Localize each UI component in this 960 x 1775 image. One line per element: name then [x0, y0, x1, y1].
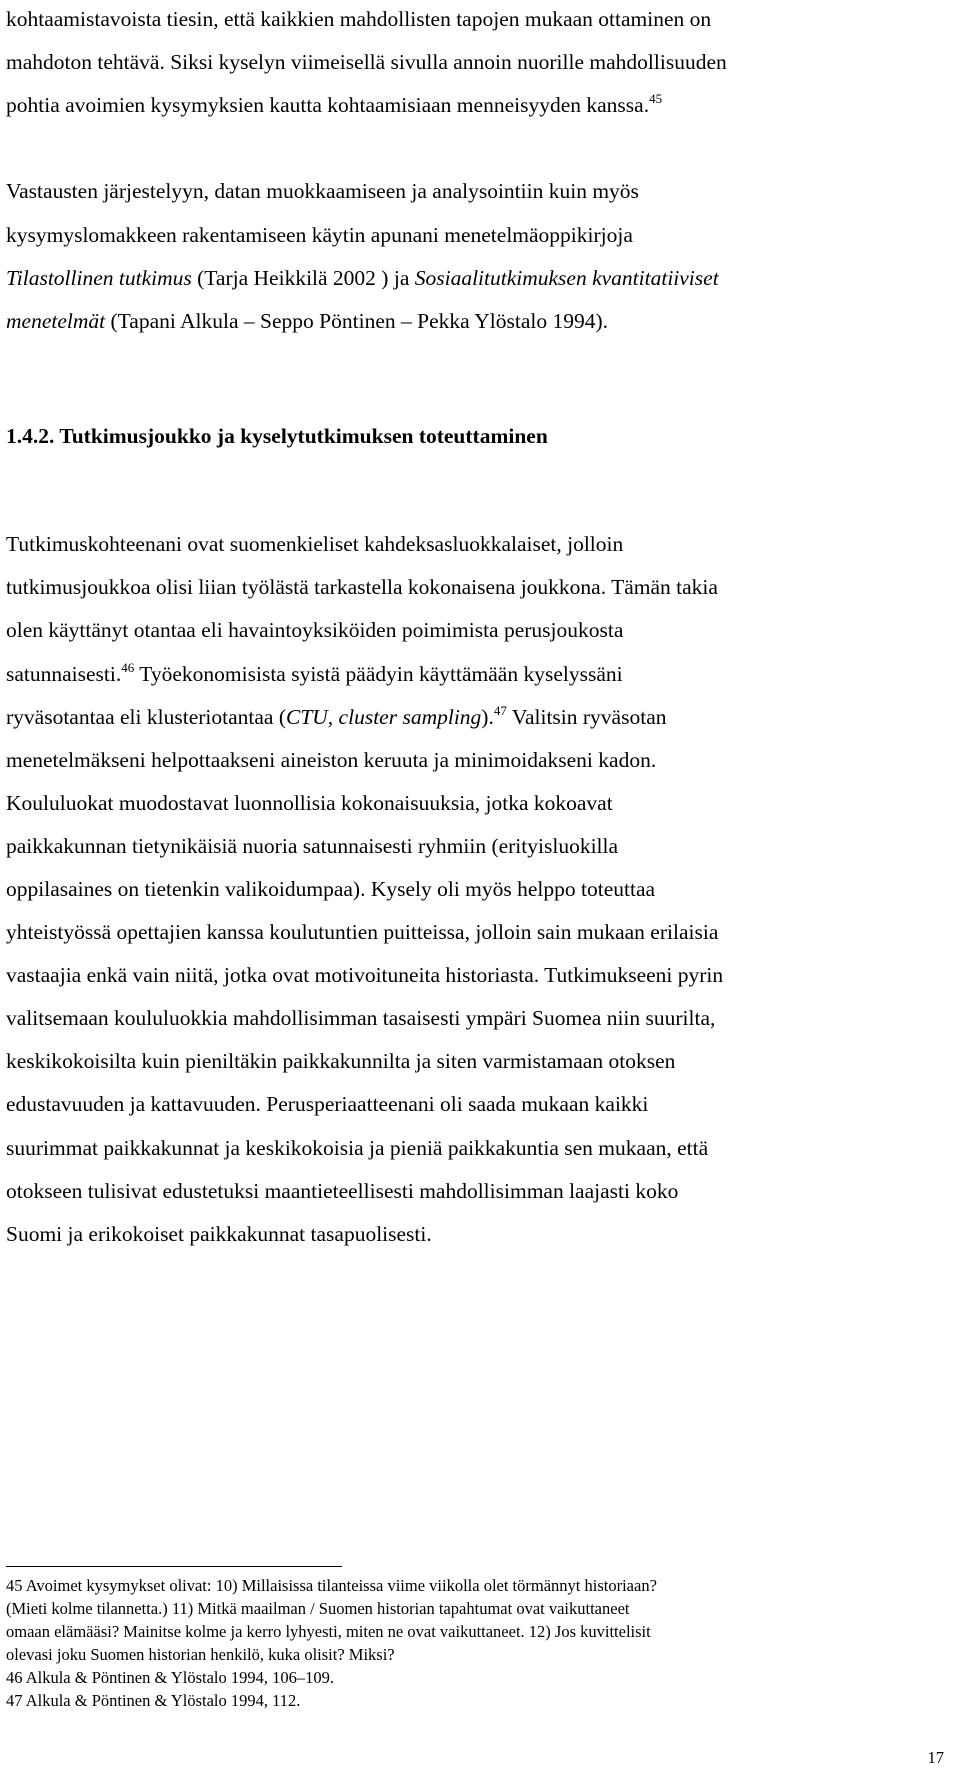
body-line-2: tutkimusjoukkoa olisi liian työlästä tarkastella kokonaisena joukkona. Tämän takia	[6, 575, 718, 599]
page-number: 17	[927, 1748, 944, 1767]
methods-line-2: kysymyslomakkeen rakentamiseen käytin apunani menetelmäoppikirjoja	[6, 223, 633, 247]
footnote-ref-47[interactable]: 47	[493, 703, 507, 718]
footnote-45-line-4: olevasi joku Suomen historian henkilö, kuka olisit? Miksi?	[6, 1645, 395, 1664]
intro-line-3	[6, 91, 662, 119]
intro-line-2: mahdoton tehtävä. Siksi kyselyn viimeisellä sivulla annoin nuorille mahdollisuuden	[6, 50, 727, 74]
book-author-heikkila: (Tarja Heikkilä 2002 ) ja	[191, 266, 415, 290]
intro-line-1: kohtaamistavoista tiesin, että kaikkien mahdollisten tapojen mukaan ottaminen on	[6, 7, 712, 31]
body-line-11: vastaajia enkä vain niitä, jotka ovat motivoituneita historiasta. Tutkimukseeni pyrin	[6, 963, 724, 987]
footnote-45-line-3: omaan elämääsi? Mainitse kolme ja kerro lyhyesti, miten ne ovat vaikuttaneet. 12) Jos kuvittelisit	[6, 1622, 651, 1641]
methods-line-4	[6, 307, 608, 335]
body-line-14: edustavuuden ja kattavuuden. Perusperiaatteenani oli saada mukaan kaikki	[6, 1092, 649, 1116]
body-line-10: yhteistyössä opettajien kanssa koulutuntien puitteissa, jolloin sain mukaan erilaisia	[6, 920, 719, 944]
body-line-7: Koululuokat muodostavat luonnollisia kokonaisuuksia, jotka kokoavat	[6, 791, 613, 815]
footnote-45-line-1: 45 Avoimet kysymykset olivat: 10) Millaisissa tilanteissa viime viikolla olet törmännyt historiaan?	[6, 1576, 657, 1595]
body-line-9: oppilasaines on tietenkin valikoidumpaa). Kysely oli myös helppo toteuttaa	[6, 877, 656, 901]
body-line-4a: satunnaisesti.	[6, 662, 122, 686]
body-line-8: paikkakunnan tietynikäisiä nuoria satunnaisesti ryhmiin (erityisluokilla	[6, 834, 619, 858]
footnote-separator	[6, 1566, 342, 1567]
body-line-5c: Valitsin ryväsotan	[506, 705, 667, 729]
book-title-alkula-part1: Sosiaalitutkimuksen kvantitatiiviset	[414, 266, 719, 290]
footnote-ref-46[interactable]: 46	[121, 660, 135, 675]
body-line-16: otokseen tulisivat edustetuksi maantieteellisesti mahdollisimman laajasti koko	[6, 1179, 679, 1203]
book-author-alkula: (Tapani Alkula – Seppo Pöntinen – Pekka Ylöstalo 1994).	[105, 309, 608, 333]
body-line-4b: Työekonomisista syistä päädyin käyttämään kyselyssäni	[134, 662, 623, 686]
body-line-5a: ryväsotantaa eli klusteriotantaa (	[6, 705, 286, 729]
footnote-ref-45[interactable]: 45	[649, 91, 663, 106]
methods-line-3	[6, 264, 719, 292]
book-title-alkula-part2: menetelmät	[6, 309, 106, 333]
body-line-15: suurimmat paikkakunnat ja keskikokoisia ja pieniä paikkakuntia sen mukaan, että	[6, 1136, 709, 1160]
body-line-4	[6, 660, 623, 688]
book-title-heikkila: Tilastollinen tutkimus	[6, 266, 192, 290]
body-line-17: Suomi ja erikokoiset paikkakunnat tasapuolisesti.	[6, 1222, 432, 1246]
methods-line-1: Vastausten järjestelyyn, datan muokkaamiseen ja analysointiin kuin myös	[6, 179, 639, 203]
body-line-12: valitsemaan koululuokkia mahdollisimman tasaisesti ympäri Suomea niin suurilta,	[6, 1006, 716, 1030]
body-line-5	[6, 703, 667, 731]
body-line-1: Tutkimuskohteenani ovat suomenkieliset kahdeksasluokkalaiset, jolloin	[6, 532, 624, 556]
footnote-46: 46 Alkula & Pöntinen & Ylöstalo 1994, 106–109.	[6, 1668, 335, 1687]
section-heading: 1.4.2. Tutkimusjoukko ja kyselytutkimuksen toteuttaminen	[6, 424, 548, 448]
intro-line-3-text: pohtia avoimien kysymyksien kautta kohtaamisiaan menneisyyden kanssa.	[6, 93, 650, 117]
body-line-5b: ).	[481, 705, 494, 729]
body-line-3: olen käyttänyt otantaa eli havaintoyksiköiden poimimista perusjoukosta	[6, 618, 624, 642]
footnote-47: 47 Alkula & Pöntinen & Ylöstalo 1994, 112.	[6, 1691, 301, 1710]
cluster-sampling-term: CTU, cluster sampling	[285, 705, 482, 729]
body-line-6: menetelmäkseni helpottaakseni aineiston keruuta ja minimoidakseni kadon.	[6, 748, 657, 772]
body-line-13: keskikokoisilta kuin pieniltäkin paikkakunnilta ja siten varmistamaan otoksen	[6, 1049, 676, 1073]
footnote-45-line-2: (Mieti kolme tilannetta.) 11) Mitkä maailman / Suomen historian tapahtumat ovat vaikuttaneet	[6, 1599, 630, 1618]
